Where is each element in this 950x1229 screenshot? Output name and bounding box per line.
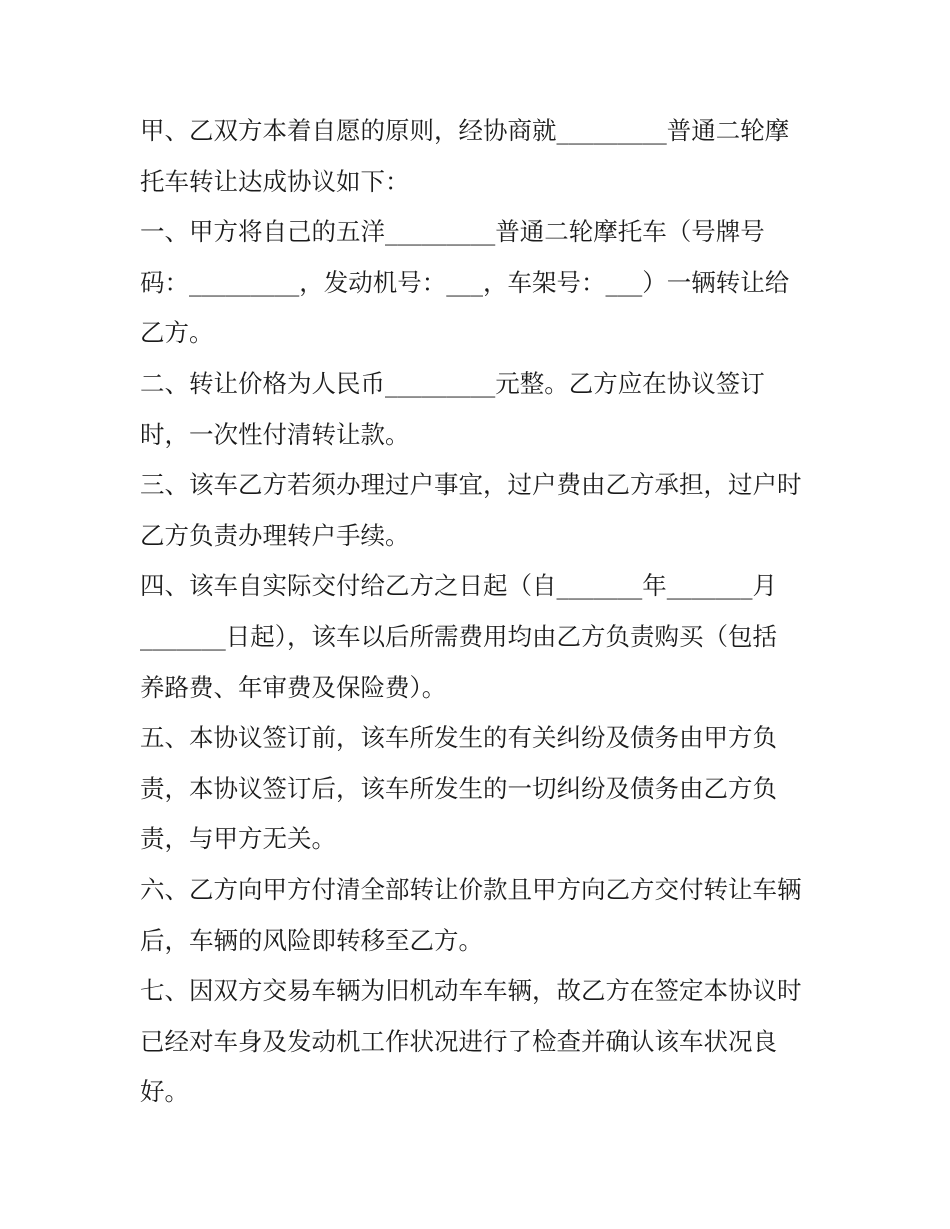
text-line: 四、该车自实际交付给乙方之日起（自_______年_______月 <box>140 571 777 601</box>
text-line: 码：_________，发动机号：___，车架号：___）一辆转让给 <box>140 267 790 297</box>
text-line: 七、因双方交易车辆为旧机动车车辆，故乙方在签定本协议时 <box>140 976 802 1006</box>
text-line: 二、转让价格为人民币_________元整。乙方应在协议签订 <box>140 368 765 398</box>
text-line: 一、甲方将自己的五洋_________普通二轮摩托车（号牌号 <box>140 217 765 247</box>
text-line: 已经对车身及发动机工作状况进行了检查并确认该车状况良 <box>140 1026 777 1056</box>
text-line: 养路费、年审费及保险费）。 <box>140 672 447 702</box>
text-line: 三、该车乙方若须办理过户事宜，过户费由乙方承担，过户时 <box>140 470 802 500</box>
text-line: 后，车辆的风险即转移至乙方。 <box>140 925 483 955</box>
text-line: 托车转让达成协议如下： <box>140 166 410 196</box>
text-line: 乙方负责办理转户手续。 <box>140 520 410 550</box>
text-line: 时，一次性付清转让款。 <box>140 419 410 449</box>
agreement-body <box>140 106 820 1118</box>
text-line: 乙方。 <box>140 318 214 348</box>
text-line: _______日起），该车以后所需费用均由乙方负责购买（包括 <box>140 621 777 651</box>
text-line: 甲、乙双方本着自愿的原则，经协商就_________普通二轮摩 <box>140 116 790 145</box>
text-line: 五、本协议签订前，该车所发生的有关纠纷及债务由甲方负 <box>140 723 777 753</box>
text-line: 好。 <box>140 1077 189 1107</box>
text-line: 责，本协议签订后，该车所发生的一切纠纷及债务由乙方负 <box>140 773 777 803</box>
text-line: 责，与甲方无关。 <box>140 824 336 854</box>
text-line: 六、乙方向甲方付清全部转让价款且甲方向乙方交付转让车辆 <box>140 874 802 904</box>
